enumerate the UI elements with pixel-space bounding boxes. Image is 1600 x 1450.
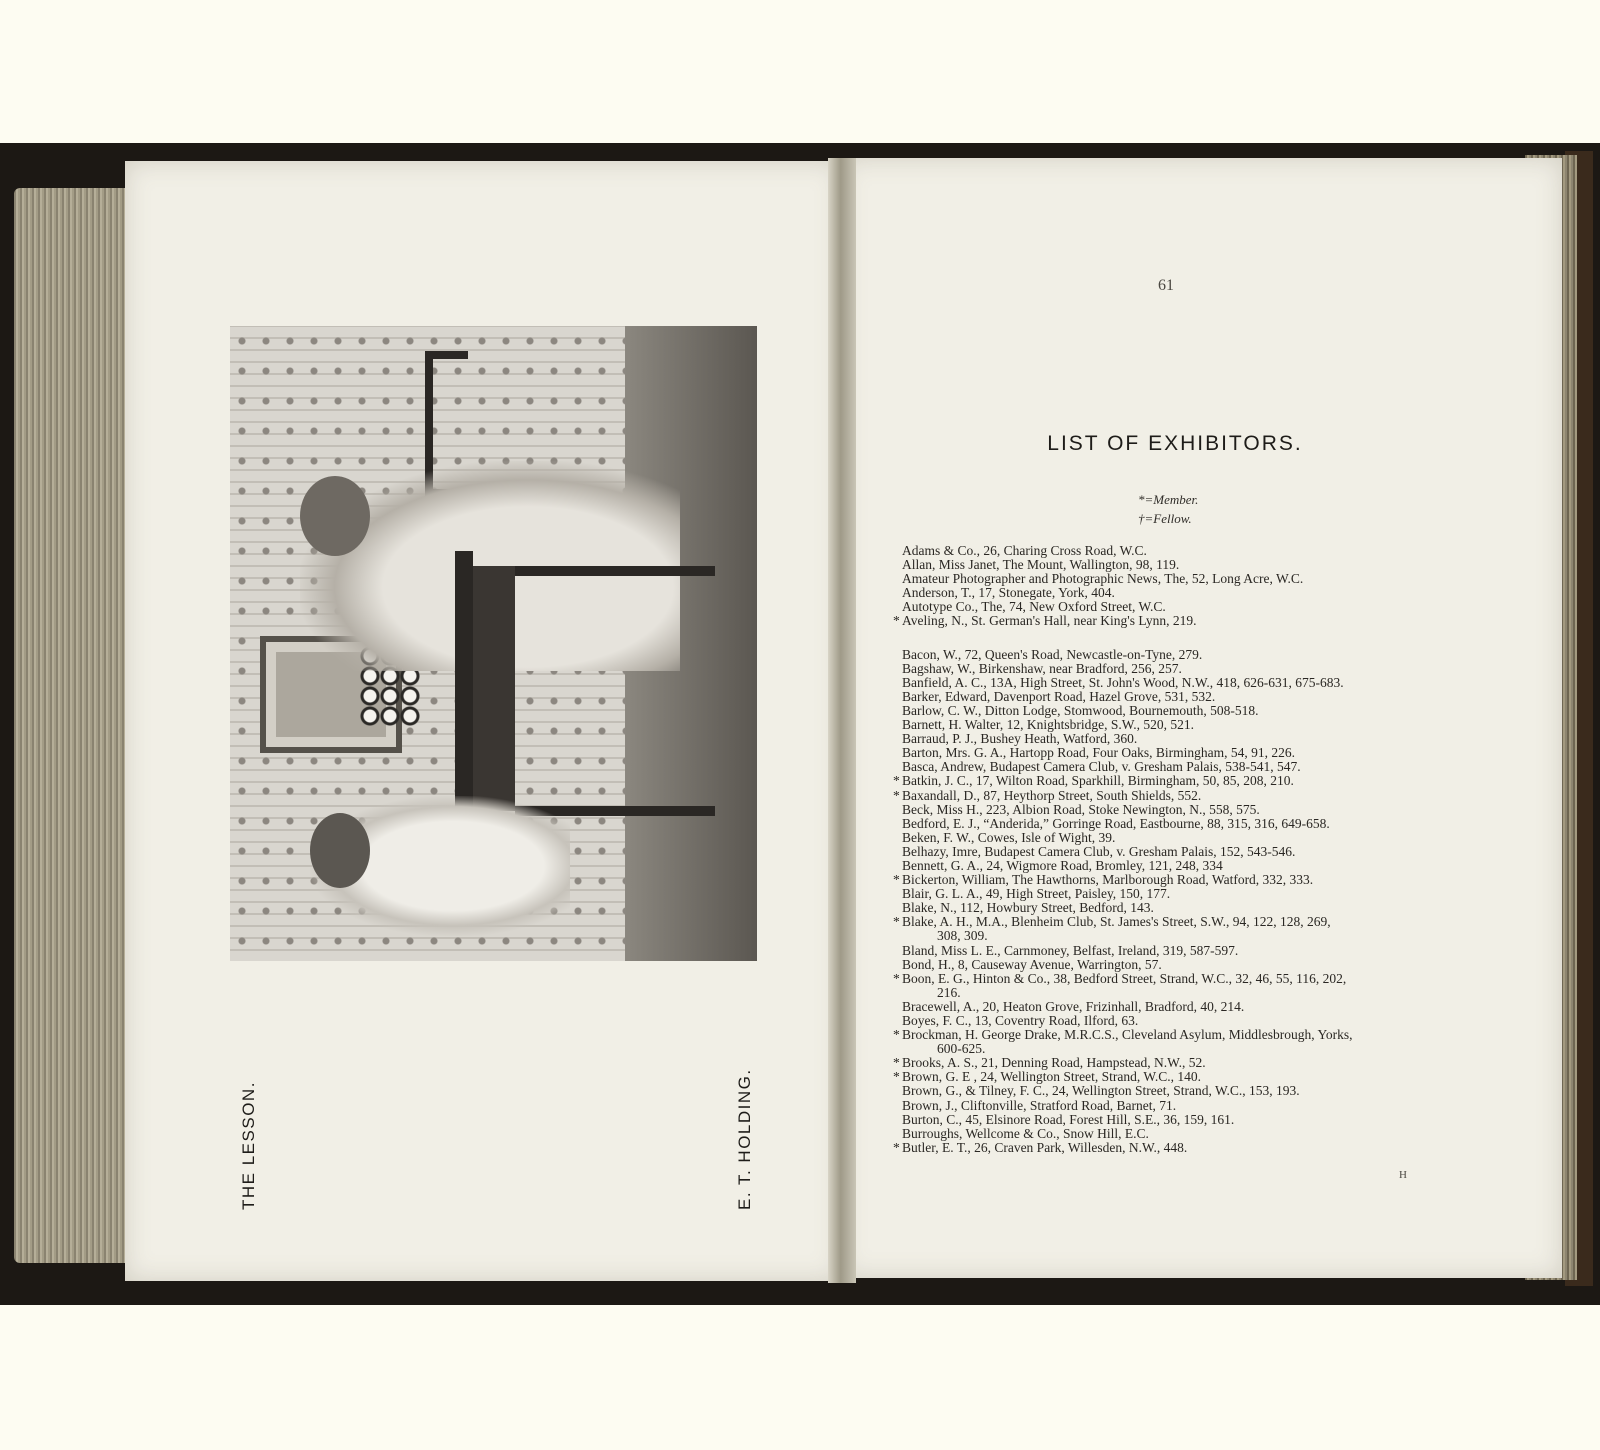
exhibitor-entry xyxy=(893,1014,1448,1028)
exhibitor-text: Basca, Andrew, Budapest Camera Club, v. Gresham Palais, 538-541, 547. xyxy=(902,759,1301,775)
page-edges-left xyxy=(14,188,132,1263)
member-mark: * xyxy=(893,1139,900,1155)
exhibitor-entry xyxy=(893,690,1448,704)
exhibitor-text: Amateur Photographer and Photographic News, The, 52, Long Acre, W.C. xyxy=(902,571,1304,587)
seated-figure-head xyxy=(300,476,370,556)
exhibitor-entry xyxy=(893,831,1448,845)
exhibitor-text: Bagshaw, W., Birkenshaw, near Bradford, 256, 257. xyxy=(902,660,1182,676)
member-mark: * xyxy=(893,613,900,629)
exhibitor-entry xyxy=(893,746,1448,760)
exhibitor-entry xyxy=(893,1141,1448,1155)
member-mark: * xyxy=(893,970,900,986)
exhibitor-text: Banfield, A. C., 13A, High Street, St. John's Wood, N.W., 418, 626-631, 675-683. xyxy=(902,674,1344,690)
exhibitor-entry xyxy=(893,1113,1448,1127)
exhibitor-entry xyxy=(893,558,1448,572)
group-spacer xyxy=(893,629,1448,648)
key-member: *=Member. xyxy=(1138,492,1199,507)
exhibitor-entry xyxy=(893,1070,1448,1084)
exhibitor-continuation: 216. xyxy=(937,984,961,1000)
exhibitor-entry xyxy=(893,901,1448,915)
photo-plate xyxy=(230,326,757,961)
exhibitor-entry xyxy=(893,1099,1448,1113)
exhibitor-text: Burroughs, Wellcome & Co., Snow Hill, E.C. xyxy=(902,1125,1149,1141)
exhibitor-text: Baxandall, D., 87, Heythorp Street, South Shields, 552. xyxy=(902,787,1202,803)
exhibitor-text: Butler, E. T., 26, Craven Park, Willesden, N.W., 448. xyxy=(902,1139,1188,1155)
exhibitor-entry xyxy=(893,704,1448,718)
member-mark: * xyxy=(893,1055,900,1071)
exhibitor-entry xyxy=(893,544,1448,558)
exhibitor-entry xyxy=(893,676,1448,690)
exhibitor-entry xyxy=(893,732,1448,746)
exhibitor-entry xyxy=(893,718,1448,732)
standing-child-head xyxy=(310,813,370,888)
exhibitor-entry xyxy=(893,873,1448,887)
member-mark: * xyxy=(893,1069,900,1085)
exhibitor-text: Bickerton, William, The Hawthorns, Marlborough Road, Watford, 332, 333. xyxy=(902,872,1314,888)
exhibitor-text: Bland, Miss L. E., Carnmoney, Belfast, Ireland, 319, 587-597. xyxy=(902,942,1239,958)
exhibitor-entry xyxy=(893,958,1448,972)
plate-author: E. T. HOLDING. xyxy=(735,1068,754,1210)
exhibitor-continuation: 308, 309. xyxy=(937,928,988,944)
exhibitor-entry xyxy=(893,887,1448,901)
exhibitor-entry xyxy=(893,1084,1448,1098)
exhibitor-entry xyxy=(893,944,1448,958)
member-mark: * xyxy=(893,1027,900,1043)
plate-title: THE LESSON. xyxy=(239,1081,258,1210)
exhibitor-text: Autotype Co., The, 74, New Oxford Street, W.C. xyxy=(902,599,1166,615)
exhibitor-text: Belhazy, Imre, Budapest Camera Club, v. Gresham Palais, 152, 543-546. xyxy=(902,843,1296,859)
exhibitor-text: Barraud, P. J., Bushey Heath, Watford, 360. xyxy=(902,731,1138,747)
table-top xyxy=(455,551,473,821)
exhibitor-entry xyxy=(893,572,1448,586)
exhibitor-text: Brown, G. E , 24, Wellington Street, Strand, W.C., 140. xyxy=(902,1069,1202,1085)
exhibitor-entry xyxy=(893,789,1448,803)
key-fellow: †=Fellow. xyxy=(1138,511,1192,526)
exhibitor-entry xyxy=(893,845,1448,859)
page-title: LIST OF EXHIBITORS. xyxy=(1047,432,1303,455)
exhibitor-text: Brockman, H. George Drake, M.R.C.S., Cleveland Asylum, Middlesbrough, Yorks, xyxy=(902,1027,1353,1043)
exhibitor-text: Boyes, F. C., 13, Coventry Road, Ilford, 63. xyxy=(902,1013,1139,1028)
exhibitor-text: Blair, G. L. A., 49, High Street, Paisley, 150, 177. xyxy=(902,886,1171,902)
book-gutter xyxy=(828,158,856,1283)
page-number: 61 xyxy=(1158,277,1174,294)
member-mark: * xyxy=(893,914,900,930)
exhibitor-text: Bond, H., 8, Causeway Avenue, Warrington, 57. xyxy=(902,956,1162,972)
exhibitor-text: Bracewell, A., 20, Heaton Grove, Frizinhall, Bradford, 40, 214. xyxy=(902,998,1245,1014)
exhibitor-text: Allan, Miss Janet, The Mount, Wallington, 98, 119. xyxy=(902,557,1180,573)
exhibitor-entry xyxy=(893,760,1448,774)
exhibitor-continuation: 600-625. xyxy=(937,1041,986,1057)
exhibitor-entry xyxy=(893,586,1448,600)
exhibitor-group-b xyxy=(893,648,1448,1155)
exhibitor-text: Bacon, W., 72, Queen's Road, Newcastle-on-Tyne, 279. xyxy=(902,646,1203,662)
exhibitor-entry xyxy=(893,1127,1448,1141)
exhibitor-text: Boon, E. G., Hinton & Co., 38, Bedford Street, Strand, W.C., 32, 46, 55, 116, 202, xyxy=(902,970,1347,986)
exhibitor-entry xyxy=(893,859,1448,873)
exhibitor-text: Barton, Mrs. G. A., Hartopp Road, Four Oaks, Birmingham, 54, 91, 226. xyxy=(902,745,1295,761)
exhibitor-text: Batkin, J. C., 17, Wilton Road, Sparkhill, Birmingham, 50, 85, 208, 210. xyxy=(902,773,1294,789)
exhibitor-text: Bennett, G. A., 24, Wigmore Road, Bromley, 121, 248, 334 xyxy=(902,857,1223,873)
exhibitor-entry xyxy=(893,1056,1448,1070)
exhibitor-entry xyxy=(893,1028,1448,1056)
exhibitor-entry xyxy=(893,600,1448,614)
table-drawer xyxy=(473,566,515,811)
exhibitor-group-a xyxy=(893,544,1448,629)
exhibitor-text: Aveling, N., St. German's Hall, near King's Lynn, 219. xyxy=(902,613,1197,629)
exhibitor-text: Brown, G., & Tilney, F. C., 24, Wellington Street, Strand, W.C., 153, 193. xyxy=(902,1083,1300,1099)
exhibitor-text: Barnett, H. Walter, 12, Knightsbridge, S.W., 520, 521. xyxy=(902,717,1194,733)
exhibitor-entry xyxy=(893,915,1448,943)
exhibitor-text: Beken, F. W., Cowes, Isle of Wight, 39. xyxy=(902,829,1116,845)
member-mark: * xyxy=(893,872,900,888)
exhibitor-text: Anderson, T., 17, Stonegate, York, 404. xyxy=(902,585,1115,601)
exhibitor-text: Brown, J., Cliftonville, Stratford Road, Barnet, 71. xyxy=(902,1097,1177,1113)
exhibitor-text: Barlow, C. W., Ditton Lodge, Stomwood, Bournemouth, 508-518. xyxy=(902,702,1259,718)
exhibitor-list xyxy=(893,544,1448,1155)
exhibitor-entry xyxy=(893,662,1448,676)
exhibitor-entry xyxy=(893,972,1448,1000)
exhibitor-text: Burton, C., 45, Elsinore Road, Forest Hill, S.E., 36, 159, 161. xyxy=(902,1111,1235,1127)
exhibitor-text: Blake, N., 112, Howbury Street, Bedford, 143. xyxy=(902,900,1154,916)
exhibitor-entry xyxy=(893,774,1448,788)
exhibitor-entry xyxy=(893,614,1448,628)
exhibitor-entry xyxy=(893,817,1448,831)
exhibitor-text: Bedford, E. J., “Anderida,” Gorringe Road, Eastbourne, 88, 315, 316, 649-658. xyxy=(902,815,1330,831)
exhibitor-text: Beck, Miss H., 223, Albion Road, Stoke Newington, N., 558, 575. xyxy=(902,801,1260,817)
table-leg xyxy=(515,566,715,576)
signature-mark: H xyxy=(1399,1169,1407,1181)
exhibitor-text: Adams & Co., 26, Charing Cross Road, W.C. xyxy=(902,543,1147,558)
exhibitor-text: Brooks, A. S., 21, Denning Road, Hampstead, N.W., 52. xyxy=(902,1055,1206,1071)
exhibitor-entry xyxy=(893,1000,1448,1014)
exhibitor-entry xyxy=(893,648,1448,662)
exhibitor-entry xyxy=(893,803,1448,817)
exhibitor-text: Barker, Edward, Davenport Road, Hazel Grove, 531, 532. xyxy=(902,688,1216,704)
member-mark: * xyxy=(893,773,900,789)
member-mark: * xyxy=(893,787,900,803)
exhibitor-text: Blake, A. H., M.A., Blenheim Club, St. James's Street, S.W., 94, 122, 128, 269, xyxy=(902,914,1331,930)
